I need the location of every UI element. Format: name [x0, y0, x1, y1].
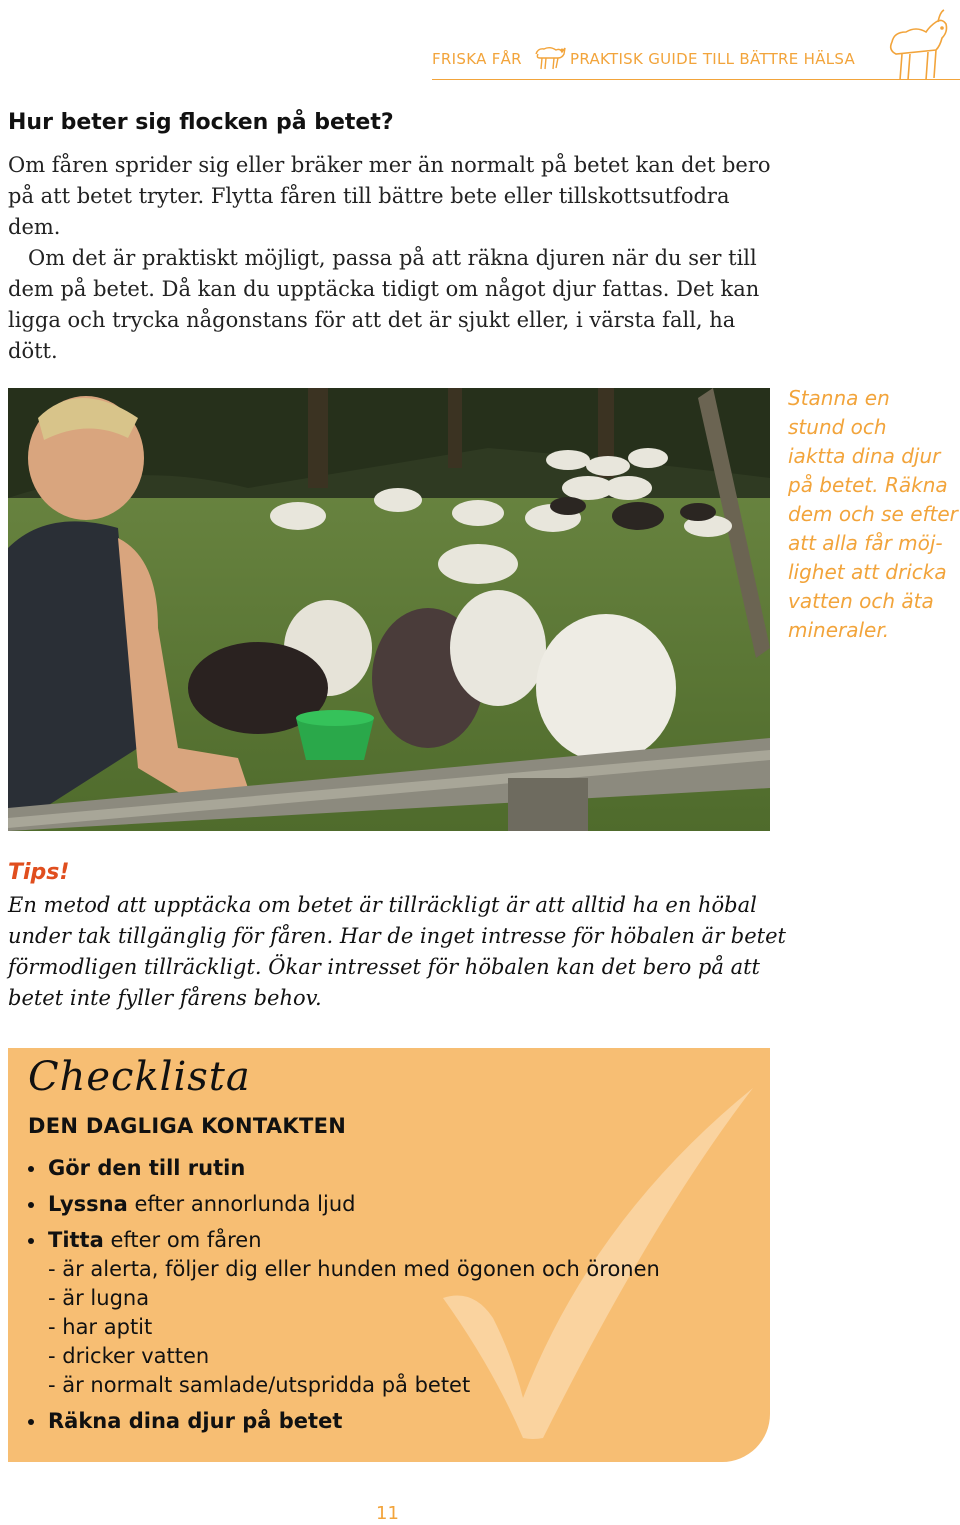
tips-title: Tips!	[8, 860, 70, 885]
tips-text: En metod att upptäcka om betet är tillräckligt är att alltid ha en höbal under tak tillgänglig för fåren. Har de inget intresse för höbalen är betet förmodligen tillräckligt. Ökar intresset för höbalen kan det bero på att betet inte fyller fårens behov.	[8, 893, 786, 1010]
photo-illustration	[8, 388, 770, 831]
item-bold: Lyssna	[48, 1192, 128, 1216]
bullet-icon	[28, 1166, 34, 1172]
body-text	[8, 150, 778, 367]
list-item	[28, 1190, 748, 1219]
lamb-icon	[532, 40, 568, 72]
item-rest: efter annorlunda ljud	[127, 1192, 356, 1216]
sub-item: - är alerta, följer dig eller hunden med ögonen och öronen	[48, 1257, 660, 1281]
header-left-text: FRISKA FÅR	[432, 50, 522, 68]
list-item	[28, 1154, 748, 1183]
list-item	[28, 1226, 748, 1400]
item-bold: Räkna dina djur på betet	[48, 1409, 343, 1433]
checklist-subtitle: DEN DAGLIGA KONTAKTEN	[28, 1114, 347, 1138]
bullet-icon	[28, 1238, 34, 1244]
item-bold: Titta	[48, 1228, 104, 1252]
sheep-photo	[8, 388, 770, 831]
sub-item: - dricker vatten	[48, 1344, 210, 1368]
page-number: 11	[376, 1503, 399, 1524]
item-rest: efter om fåren	[103, 1228, 262, 1252]
running-header	[432, 40, 942, 80]
sub-item: - är lugna	[48, 1286, 150, 1310]
section-heading: Hur beter sig flocken på betet?	[8, 110, 394, 135]
list-item	[28, 1407, 748, 1436]
checklist-list	[28, 1154, 748, 1436]
header-right-text: PRAKTISK GUIDE TILL BÄTTRE HÄLSA	[570, 50, 856, 68]
checklist-panel	[8, 1048, 770, 1462]
photo-caption: Stanna en stund och iaktta dina djur på betet. Räkna dem och se efter att alla får möj- lighet att dricka vatten och äta mineraler.	[788, 386, 958, 642]
sub-item: - har aptit	[48, 1315, 153, 1339]
checklist-title: Checklista	[28, 1054, 251, 1100]
lamb-icon-large	[882, 2, 952, 82]
paragraph: Om fåren sprider sig eller bräker mer än normalt på betet kan det bero på att betet tryter. Flytta fåren till bättre bete eller tillskottsutfodra dem.	[8, 153, 771, 239]
header-rule	[432, 79, 960, 80]
item-bold: Gör den till rutin	[48, 1156, 246, 1180]
bullet-icon	[28, 1202, 34, 1208]
paragraph: Om det är praktiskt möjligt, passa på att räkna djuren när du ser till dem på betet. Då kan du upptäcka tidigt om något djur fattas. Det kan ligga och trycka någonstans för att det är sjukt eller, i värsta fall, ha dött.	[8, 246, 760, 363]
bullet-icon	[28, 1419, 34, 1425]
sub-item: - är normalt samlade/utspridda på betet	[48, 1373, 471, 1397]
